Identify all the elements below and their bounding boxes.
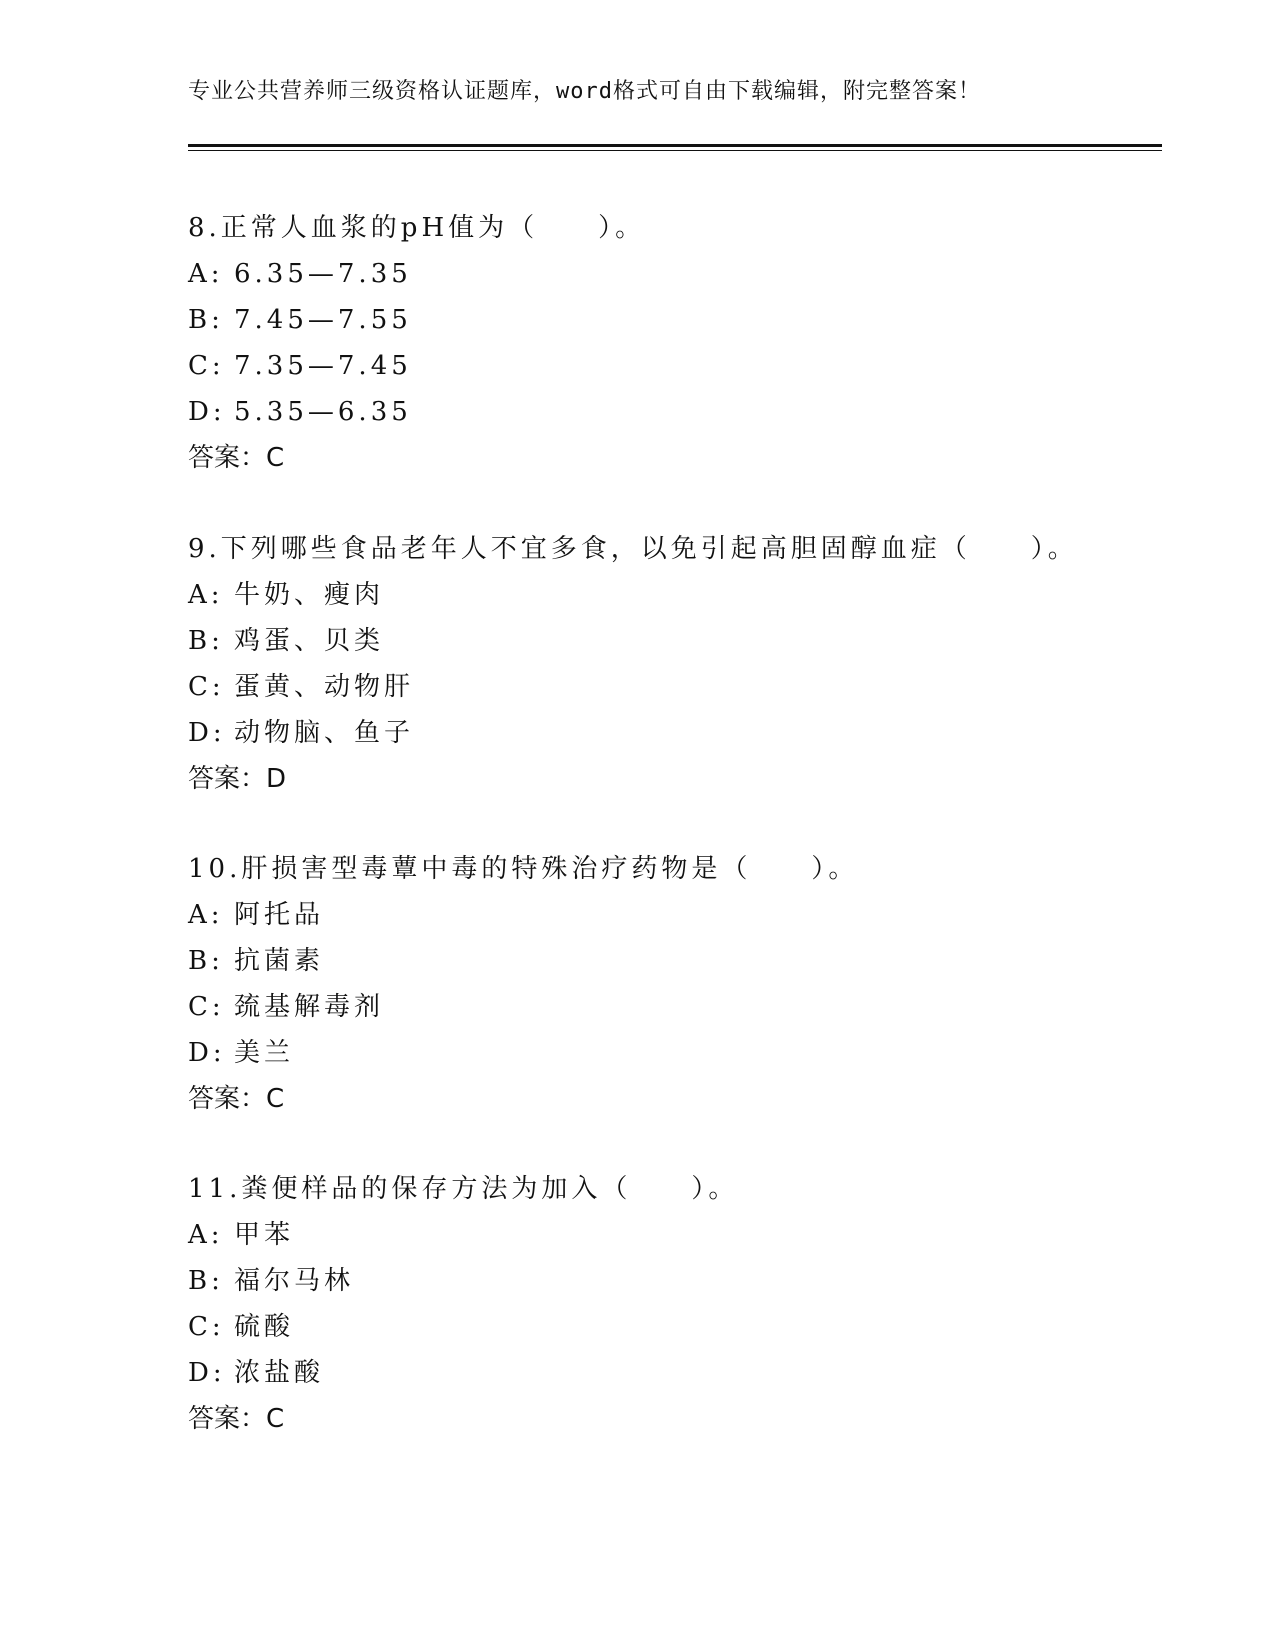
option-a (188, 892, 1162, 938)
option-key: C: (188, 992, 225, 1022)
option-key: A: (188, 259, 224, 289)
option-text: 6.35—7.35 (234, 259, 412, 289)
header-divider-thin (188, 150, 1162, 151)
option-text: 浓盐酸 (234, 1358, 325, 1388)
question-8 (188, 205, 1162, 481)
option-text: 牛奶、瘦肉 (234, 580, 385, 610)
answer-line: 答案：D (188, 764, 287, 794)
option-key: B: (188, 626, 224, 656)
option-key: A: (188, 900, 224, 930)
option-b (188, 618, 1162, 664)
option-text: 硫酸 (234, 1312, 295, 1342)
option-c (188, 1304, 1162, 1350)
option-text: 动物脑、鱼子 (234, 718, 415, 748)
option-a (188, 572, 1162, 618)
option-key: A: (188, 580, 224, 610)
option-text: 鸡蛋、贝类 (234, 626, 385, 656)
option-a (188, 1212, 1162, 1258)
option-b (188, 297, 1162, 343)
option-text: 蛋黄、动物肝 (234, 672, 415, 702)
option-text: 7.35—7.45 (234, 351, 412, 381)
option-text: 甲苯 (234, 1220, 295, 1250)
option-text: 抗菌素 (234, 946, 325, 976)
option-c (188, 343, 1162, 389)
question-9 (188, 526, 1162, 802)
option-text: 美兰 (234, 1038, 295, 1068)
option-b (188, 1258, 1162, 1304)
option-text: 5.35—6.35 (234, 397, 412, 427)
option-text: 阿托品 (234, 900, 325, 930)
question-stem: 11.粪便样品的保存方法为加入（ ）。 (188, 1174, 739, 1204)
question-stem: 10.肝损害型毒蕈中毒的特殊治疗药物是（ ）。 (188, 854, 859, 884)
question-stem: 9.下列哪些食品老年人不宜多食，以免引起高胆固醇血症（ ）。 (188, 534, 1078, 564)
option-key: C: (188, 672, 225, 702)
option-a (188, 251, 1162, 297)
option-key: D: (188, 397, 226, 427)
option-key: D: (188, 1038, 226, 1068)
page-header: 专业公共营养师三级资格认证题库，word格式可自由下载编辑，附完整答案！ (188, 79, 981, 104)
answer-line: 答案：C (188, 1404, 285, 1434)
question-10 (188, 846, 1162, 1122)
option-d (188, 710, 1162, 756)
option-key: B: (188, 305, 224, 335)
header-divider-thick (188, 144, 1162, 147)
option-key: A: (188, 1220, 224, 1250)
option-d (188, 389, 1162, 435)
option-b (188, 938, 1162, 984)
option-text: 7.45—7.55 (234, 305, 412, 335)
option-text: 巯基解毒剂 (234, 992, 385, 1022)
answer-line: 答案：C (188, 1084, 285, 1114)
option-key: C: (188, 1312, 225, 1342)
option-c (188, 664, 1162, 710)
question-11 (188, 1166, 1162, 1442)
option-key: D: (188, 718, 226, 748)
question-stem: 8.正常人血浆的pH值为（ ）。 (188, 213, 646, 243)
option-key: B: (188, 1266, 224, 1296)
option-c (188, 984, 1162, 1030)
option-key: D: (188, 1358, 226, 1388)
option-key: B: (188, 946, 224, 976)
option-d (188, 1030, 1162, 1076)
option-key: C: (188, 351, 225, 381)
option-d (188, 1350, 1162, 1396)
option-text: 福尔马林 (234, 1266, 355, 1296)
answer-line: 答案：C (188, 443, 285, 473)
